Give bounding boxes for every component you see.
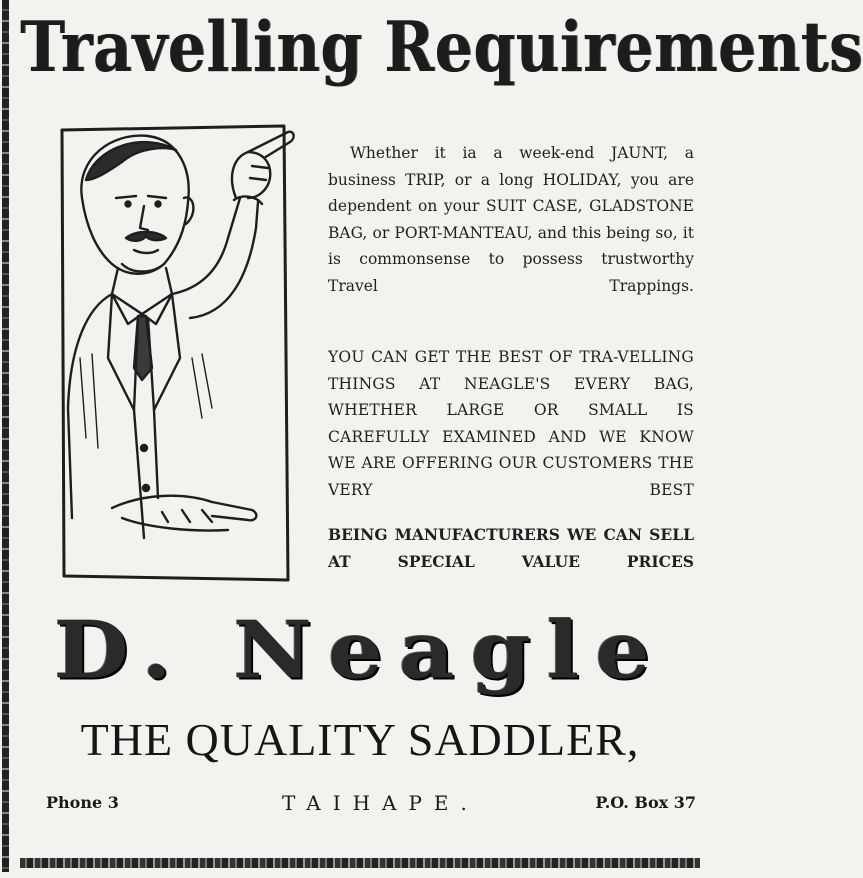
intro-paragraph: Whether it ia a week-end JAUNT, a business TRIP, or a long HOLIDAY, you are dependent on your SUIT CASE, GLADSTONE BAG, or PORT-MANTEAU, and this being so, it is commonsense to possess trustworthy Travel Trappings. — [328, 144, 694, 295]
offer-paragraph: YOU CAN GET THE BEST OF TRA-VELLING THINGS AT NEAGLE'S EVERY BAG, WHETHER LARGE OR SMALL IS CAREFULLY EXAMINED AND WE KNOW WE ARE OFFERING OUR CUSTOMERS THE VERY BEST — [328, 348, 694, 499]
footer-town: TAIHAPE. — [282, 791, 479, 815]
brand-name: D. Neagle — [54, 604, 666, 697]
bottom-border-rule — [20, 858, 700, 868]
pricing-paragraph: BEING MANUFACTURERS WE CAN SELL AT SPECIAL VALUE PRICES — [328, 525, 694, 571]
footer — [46, 788, 696, 818]
headline: Travelling Requirements — [20, 7, 863, 89]
brand-tagline: THE QUALITY SADDLER, — [80, 714, 640, 765]
footer-po-box: P.O. Box 37 — [595, 793, 696, 812]
gentleman-pointing-illustration-icon — [52, 118, 302, 588]
footer-phone: Phone 3 — [46, 793, 119, 812]
left-border-rule — [2, 0, 9, 872]
